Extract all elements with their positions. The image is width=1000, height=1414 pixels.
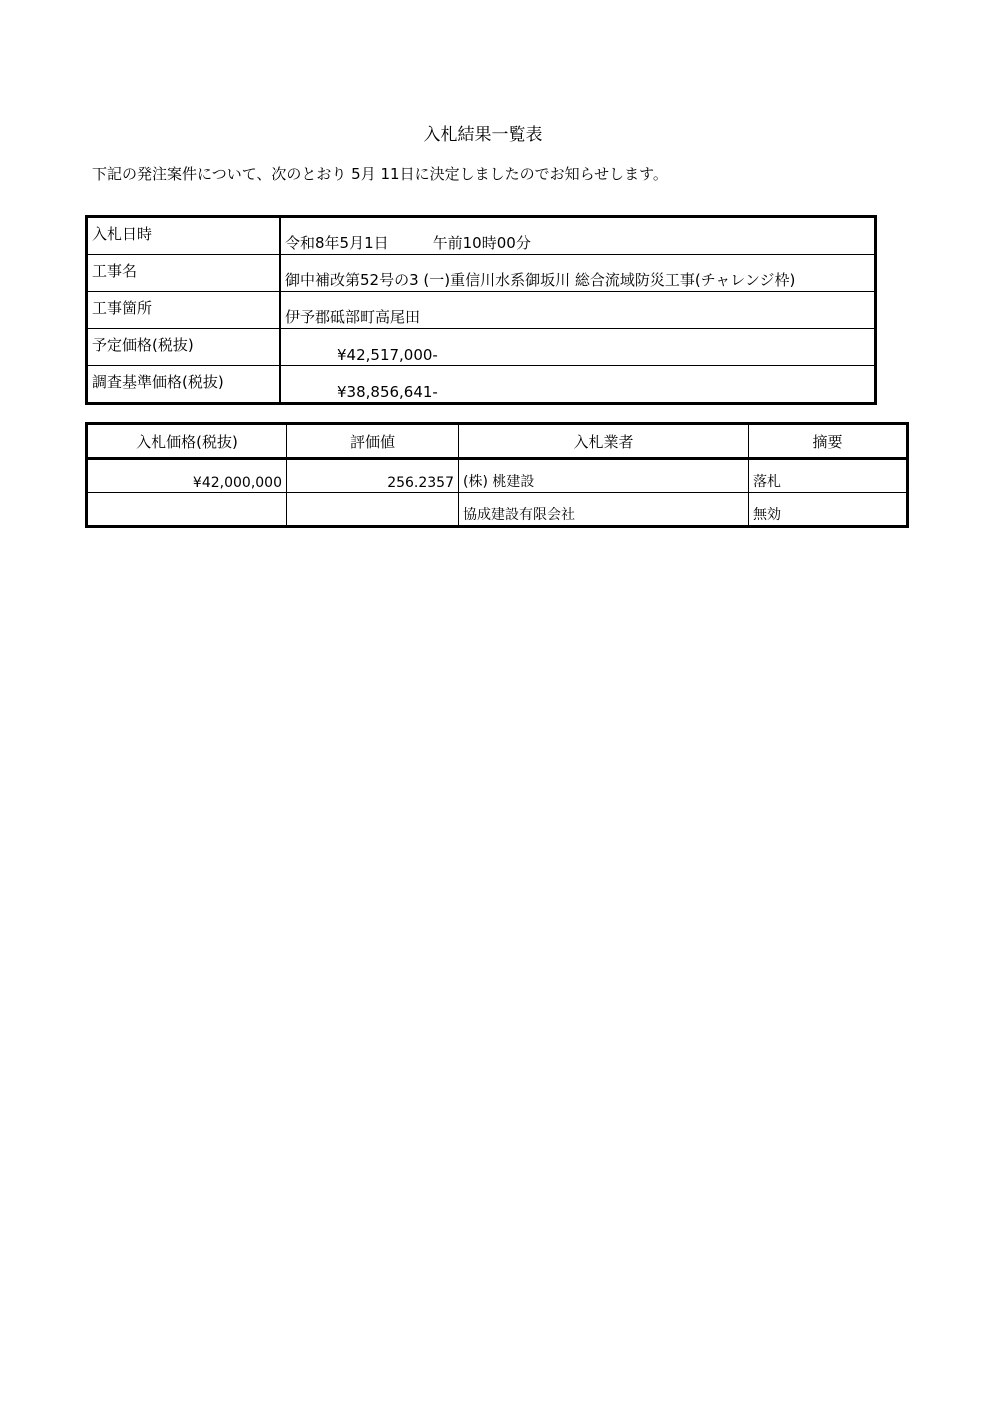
table-row	[87, 459, 908, 493]
bidder-cell: 協成建設有限会社	[459, 493, 749, 527]
header-score: 評価値	[287, 424, 459, 459]
bid-price-cell	[87, 493, 287, 527]
project-name-row	[87, 255, 876, 292]
project-info-table	[85, 215, 877, 405]
project-name-label: 工事名	[87, 255, 281, 292]
survey-price-label: 調査基準価格(税抜)	[87, 366, 281, 404]
location-label: 工事箇所	[87, 292, 281, 329]
bid-date: 令和8年5月1日	[285, 234, 389, 252]
planned-price-row	[87, 329, 876, 366]
location-row	[87, 292, 876, 329]
bid-price-cell: ¥42,000,000	[87, 459, 287, 493]
header-bidder: 入札業者	[459, 424, 749, 459]
bid-datetime-row	[87, 217, 876, 255]
score-cell: 256.2357	[287, 459, 459, 493]
bid-results-header	[87, 424, 908, 459]
header-bid-price: 入札価格(税抜)	[87, 424, 287, 459]
header-note: 摘要	[749, 424, 908, 459]
score-cell	[287, 493, 459, 527]
bid-datetime-value	[280, 217, 876, 255]
planned-price-value: ¥42,517,000-	[280, 329, 876, 366]
survey-price-value: ¥38,856,641-	[280, 366, 876, 404]
survey-price-row	[87, 366, 876, 404]
table-row	[87, 493, 908, 527]
bid-datetime-label: 入札日時	[87, 217, 281, 255]
planned-price-label: 予定価格(税抜)	[87, 329, 281, 366]
location-value: 伊予郡砥部町高尾田	[280, 292, 876, 329]
note-cell: 落札	[749, 459, 908, 493]
bidder-cell: (株) 桃建設	[459, 459, 749, 493]
page-title: 入札結果一覧表	[423, 125, 543, 145]
note-cell: 無効	[749, 493, 908, 527]
intro-text: 下記の発注案件について、次のとおり 5月 11日に決定しましたのでお知らせします。	[92, 165, 668, 183]
bid-time: 午前10時00分	[432, 234, 531, 252]
project-name-value: 御中補改第52号の3 (一)重信川水系御坂川 総合流域防災工事(チャレンジ枠)	[280, 255, 876, 292]
bid-results-table	[85, 422, 909, 528]
